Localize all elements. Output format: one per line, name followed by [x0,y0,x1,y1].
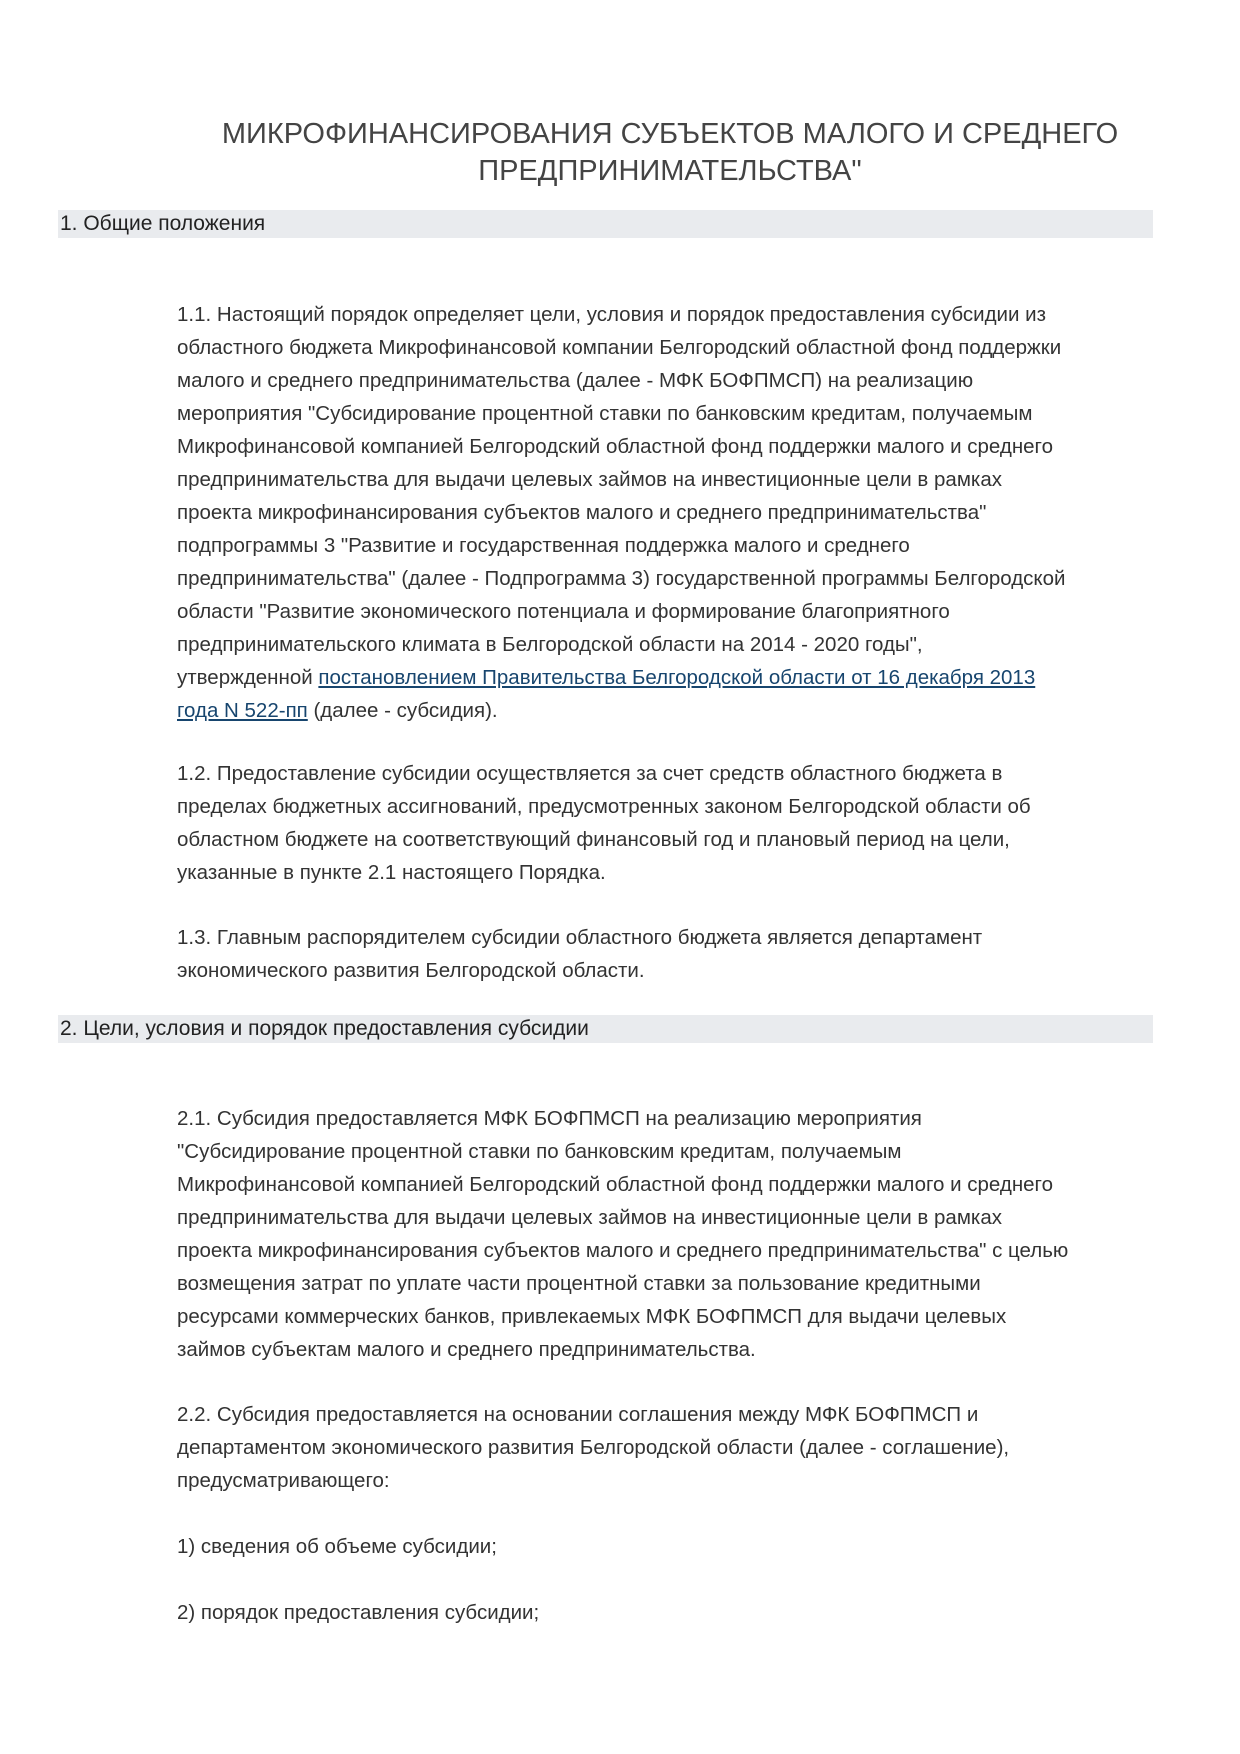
text-line: предпринимательства" (далее - Подпрограмма 3) государственной программы Белгородской [177,567,1066,590]
text-line: подпрограммы 3 "Развитие и государственная поддержка малого и среднего [177,534,910,557]
list-item-1: 1) сведения об объеме субсидии; [177,1535,497,1558]
text-line: 2.1. Субсидия предоставляется МФК БОФПМСП на реализацию мероприятия [177,1107,922,1130]
text-line: предпринимательства для выдачи целевых займов на инвестиционные цели в рамках [177,468,1002,491]
text-line: предусматривающего: [177,1469,390,1492]
resolution-link[interactable]: года N 522-пп [177,699,308,722]
text-line: проекта микрофинансирования субъектов малого и среднего предпринимательства" [177,501,987,524]
text-line: возмещения затрат по уплате части процентной ставки за пользование кредитными [177,1272,981,1295]
list-item-2: 2) порядок предоставления субсидии; [177,1601,540,1624]
text-line: предпринимательского климата в Белгородской области на 2014 - 2020 годы", [177,633,923,656]
text-line: займов субъектам малого и среднего предпринимательства. [177,1338,756,1361]
text-line: Микрофинансовой компанией Белгородский областной фонд поддержки малого и среднего [177,435,1053,458]
text-line: 1.1. Настоящий порядок определяет цели, условия и порядок предоставления субсидии из [177,303,1046,326]
paragraph-1-3 [177,921,1167,987]
text-line: пределах бюджетных ассигнований, предусмотренных законом Белгородской области об [177,795,1031,818]
paragraph-2-2 [177,1398,1167,1497]
text-line: 2.2. Субсидия предоставляется на основании соглашения между МФК БОФПМСП и [177,1403,979,1426]
section-heading-2: 2. Цели, условия и порядок предоставления субсидии [58,1015,1153,1043]
paragraph-1-2 [177,757,1167,889]
text-line: ресурсами коммерческих банков, привлекаемых МФК БОФПМСП для выдачи целевых [177,1305,1007,1328]
text-line: "Субсидирование процентной ставки по банковским кредитам, получаемым [177,1140,902,1163]
section-heading-1: 1. Общие положения [58,210,1153,238]
text-line: проекта микрофинансирования субъектов малого и среднего предпринимательства" с целью [177,1239,1069,1262]
title-line: МИКРОФИНАНСИРОВАНИЯ СУБЪЕКТОВ МАЛОГО И СРЕДНЕГО [221,118,1119,150]
paragraph-1-1 [177,298,1167,727]
paragraph-2-1 [177,1102,1167,1366]
text: утвержденной [177,666,319,689]
text-line: департаментом экономического развития Белгородской области (далее - соглашение), [177,1436,1010,1459]
text-line: области "Развитие экономического потенциала и формирование благоприятного [177,600,950,623]
text-line: мероприятия "Субсидирование процентной ставки по банковским кредитам, получаемым [177,402,1033,425]
text-line: 1.2. Предоставление субсидии осуществляется за счет средств областного бюджета в [177,762,1003,785]
text-line: указанные в пункте 2.1 настоящего Порядка. [177,861,606,884]
text-line: областного бюджета Микрофинансовой компании Белгородский областной фонд поддержки [177,336,1062,359]
document-title [150,116,1190,190]
text-line: Микрофинансовой компанией Белгородский областной фонд поддержки малого и среднего [177,1173,1053,1196]
text-line: малого и среднего предпринимательства (далее - МФК БОФПМСП) на реализацию [177,369,974,392]
resolution-link[interactable]: постановлением Правительства Белгородской области от 16 декабря 2013 [318,666,1036,689]
text-line: экономического развития Белгородской области. [177,959,645,982]
text: (далее - субсидия). [307,699,498,722]
text-line: 1.3. Главным распорядителем субсидии областного бюджета является департамент [177,926,983,949]
title-line: ПРЕДПРИНИМАТЕЛЬСТВА" [478,155,862,187]
text-line: областном бюджете на соответствующий финансовый год и плановый период на цели, [177,828,1010,851]
text-line: предпринимательства для выдачи целевых займов на инвестиционные цели в рамках [177,1206,1002,1229]
